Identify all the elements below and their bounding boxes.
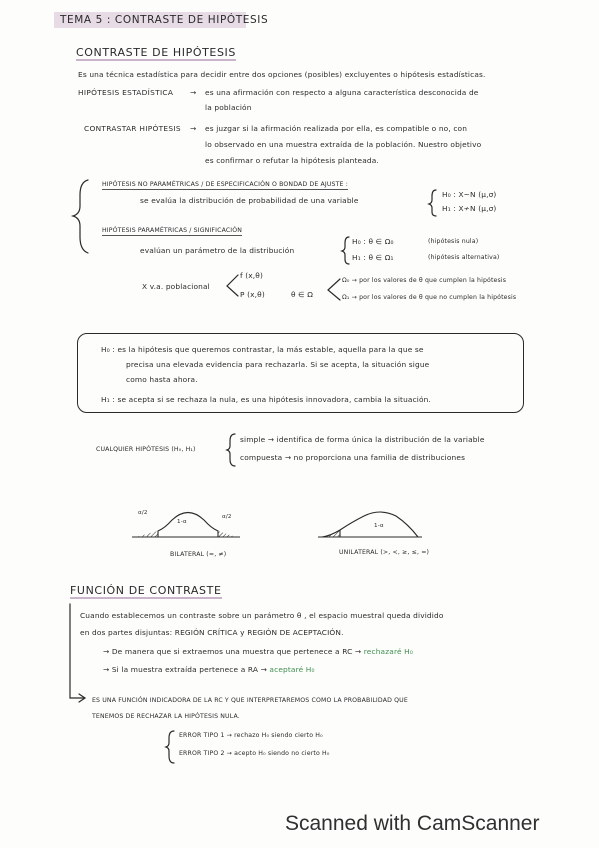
theta-in-omega: θ ∈ Ω [291, 290, 314, 299]
right-alpha-label: α/2 [222, 514, 232, 520]
funcion-line-2: en dos partes disjuntas: REGIÓN CRÍTICA y REGIÓN DE ACEPTACIÓN. [80, 628, 344, 637]
no-parametricas-desc: se evalúa la distribución de probabilidad de una variable [140, 196, 359, 205]
unilateral-label: UNILATERAL (>, <, ≥, ≤, =) [339, 549, 430, 556]
left-alpha-label: α/2 [138, 510, 148, 516]
page-title: TEMA 5 : CONTRASTE DE HIPÓTESIS [60, 14, 269, 26]
unilateral-center-label: 1-α [374, 523, 384, 529]
scanner-watermark: Scanned with CamScanner [285, 812, 540, 835]
arrow-icon: → [190, 124, 197, 133]
simple-hypothesis: simple → identifica de forma única la distribución de la variable [240, 435, 485, 444]
probability-function: P (x,θ) [240, 290, 265, 299]
h0-definition-2: precisa una elevada evidencia para rechazarla. Si se acepta, la situación sigue [126, 360, 430, 369]
error-brace-icon [166, 731, 174, 763]
param-brace-icon [342, 237, 349, 264]
funcion-indicadora-2: TENEMOS DE RECHAZAR LA HIPÓTESIS NULA. [92, 713, 240, 720]
omega0-desc: Ω₀ → por los valores de θ que cumplen la hipótesis [342, 277, 507, 284]
error-tipo-2: ERROR TIPO 2 → acepto H₀ siendo no cierto H₀ [179, 750, 330, 757]
no-parametricas-h1: H₁ : X≁N (μ,σ) [442, 204, 497, 213]
compuesta-hypothesis: compuesta → no proporciona una familia de distribuciones [240, 453, 466, 462]
no-parametricas-title: HIPÓTESIS NO PARAMÉTRICAS / DE ESPECIFICACIÓN O BONDAD DE AJUSTE : [102, 182, 348, 190]
parametricas-h1: H₁ : θ ∈ Ω₁ [352, 253, 394, 262]
xva-bracket-icon [227, 275, 238, 296]
omega-bracket-icon [328, 279, 340, 300]
parametricas-desc: evalúan un parámetro de la distribución [140, 246, 295, 255]
bullet-arrow-icon: → [103, 665, 112, 674]
h0-definition-1: H₀ : es la hipótesis que queremos contrastar, la más estable, aquella para la que se [101, 345, 424, 354]
bullet-rc: → De manera que si extraemos una muestra que pertenece a RC → rechazaré H₀ [103, 647, 413, 656]
rechazare-text: rechazaré H₀ [363, 647, 413, 656]
arrow-icon: → [190, 88, 197, 97]
bilateral-curve [132, 510, 240, 538]
error-tipo-1: ERROR TIPO 1 → rechazo H₀ siendo cierto H₀ [179, 732, 323, 739]
hipotesis-estadistica-text: es una afirmación con respecto a alguna característica desconocida de [205, 88, 479, 97]
parametricas-h1-note: (hipótesis alternativa) [428, 254, 500, 261]
nonparam-brace-icon [429, 190, 436, 216]
bullet-arrow-icon: → [103, 647, 112, 656]
h1-definition: H₁ : se acepta si se rechaza la nula, es una hipótesis innovadora, cambia la situación. [101, 395, 431, 404]
hipotesis-estadistica-text-2: la población [205, 103, 252, 112]
contrastar-label: CONTRASTAR HIPÓTESIS [84, 124, 181, 133]
funcion-line-1: Cuando establecemos un contraste sobre un parámetro θ , el espacio muestral queda dividido [80, 611, 444, 620]
definition-text: Es una técnica estadística para decidir entre dos opciones (posibles) excluyentes o hipótesis estadísticas. [78, 70, 486, 79]
omega1-desc: Ω₁ → por los valores de θ que no cumplen la hipótesis [342, 294, 517, 301]
variable-aleatoria-label: X v.a. poblacional [142, 282, 210, 291]
parametricas-h0: H₀ : θ ∈ Ω₀ [352, 237, 394, 246]
density-function: f (x,θ) [240, 271, 264, 280]
hipotesis-estadistica-label: HIPÓTESIS ESTADÍSTICA [78, 88, 174, 97]
contrastar-text-2: lo observado en una muestra extraída de la población. Nuestro objetivo [205, 140, 482, 149]
funcion-indicadora-1: ES UNA FUNCIÓN INDICADORA DE LA RC Y QUE INTERPRETAREMOS COMO LA PROBABILIDAD QUE [92, 697, 408, 704]
bullet-ra: → Si la muestra extraída pertenece a RA → aceptaré H₀ [103, 665, 315, 674]
contrastar-text-1: es juzgar si la afirmación realizada por ella, es compatible o no, con [205, 124, 468, 133]
types-brace-icon [73, 180, 88, 253]
section-heading-contraste: CONTRASTE DE HIPÓTESIS [76, 46, 236, 59]
aceptare-text: aceptaré H₀ [269, 665, 315, 674]
contrastar-text-3: es confirmar o refutar la hipótesis planteada. [205, 156, 379, 165]
cualquier-hipotesis-label: CUALQUIER HIPÓTESIS (H₀, H₁) [96, 446, 196, 453]
no-parametricas-h0: H₀ : X~N (μ,σ) [442, 190, 497, 199]
h0-definition-3: como hasta ahora. [126, 375, 198, 384]
unilateral-curve [318, 512, 422, 537]
bilateral-label: BILATERAL (=, ≠) [170, 551, 227, 558]
section2-bracket-line [70, 604, 84, 698]
parametricas-h0-note: (hipótesis nula) [428, 238, 479, 245]
parametricas-title: HIPÓTESIS PARAMÉTRICAS / SIGNIFICACIÓN [102, 228, 242, 236]
left-center-label: 1-α [177, 519, 187, 525]
section-heading-funcion: FUNCIÓN DE CONTRASTE [70, 584, 222, 597]
cualquier-brace-icon [227, 434, 235, 466]
